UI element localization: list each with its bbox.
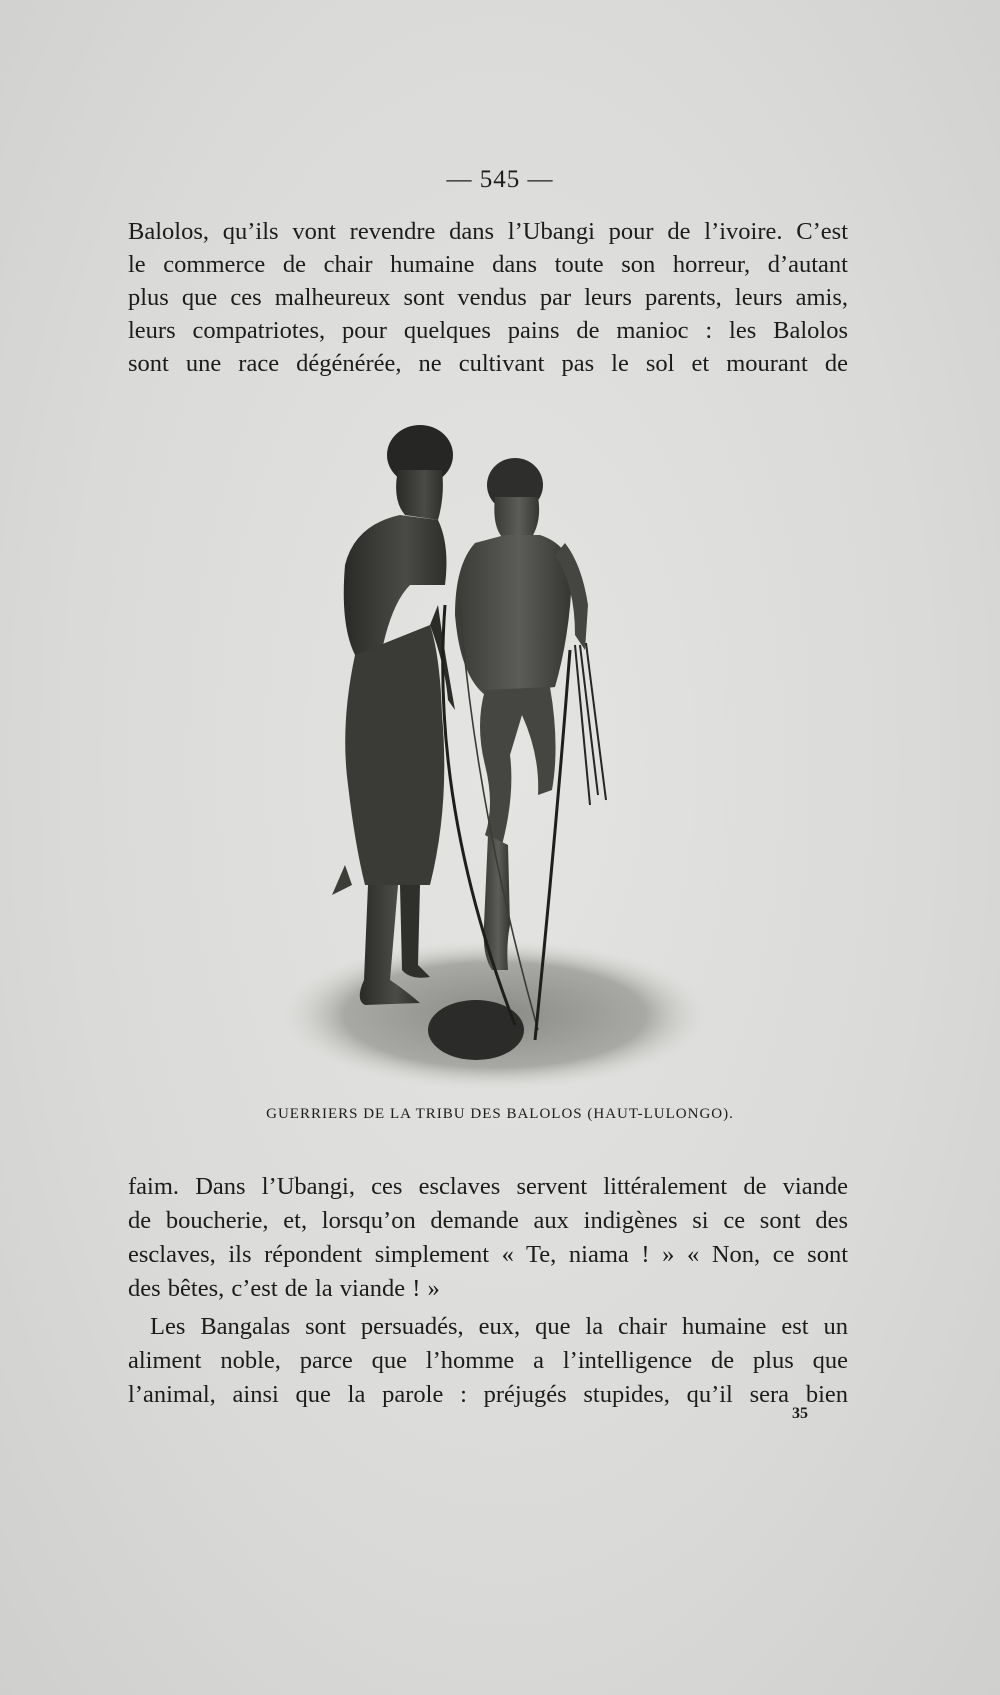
right-warrior-figure [455, 458, 588, 970]
text-line: sont une race dégénérée, ne cultivant pas le sol et mourant de [128, 350, 848, 377]
left-warrior-figure [332, 425, 455, 1005]
paragraph-bottom-1 [128, 1170, 848, 1306]
text-line: le commerce de chair humaine dans toute son horreur, d’autant [128, 251, 848, 278]
text-line: l’animal, ainsi que la parole : préjugés stupides, qu’il sera bien [128, 1381, 848, 1408]
page-number: — 545 — [446, 166, 554, 193]
photograph-illustration [270, 425, 720, 1090]
text-line: aliment noble, parce que l’homme a l’intelligence de plus que [128, 1347, 848, 1374]
text-line: leurs compatriotes, pour quelques pains de manioc : les Balolos [128, 317, 848, 344]
text-line: faim. Dans l’Ubangi, ces esclaves servent littéralement de viande [128, 1173, 848, 1200]
text-line: des bêtes, c’est de la viande ! » [128, 1275, 440, 1302]
text-line: plus que ces malheureux sont vendus par leurs parents, leurs amis, [128, 284, 848, 311]
text-line: Les Bangalas sont persuadés, eux, que la chair humaine est un [150, 1313, 848, 1340]
figure-caption: GUERRIERS DE LA TRIBU DES BALOLOS (HAUT-LULONGO). [266, 1106, 734, 1122]
paragraph-bottom-2 [128, 1310, 848, 1412]
signature-mark: 35 [792, 1405, 808, 1422]
text-line: esclaves, ils répondent simplement « Te, niama ! » « Non, ce sont [128, 1241, 848, 1268]
text-line: de boucherie, et, lorsqu’on demande aux indigènes si ce sont des [128, 1207, 848, 1234]
text-line: Balolos, qu’ils vont revendre dans l’Ubangi pour de l’ivoire. C’est [128, 218, 848, 245]
photograph-two-warriors [270, 425, 720, 1090]
paragraph-top [128, 215, 848, 380]
